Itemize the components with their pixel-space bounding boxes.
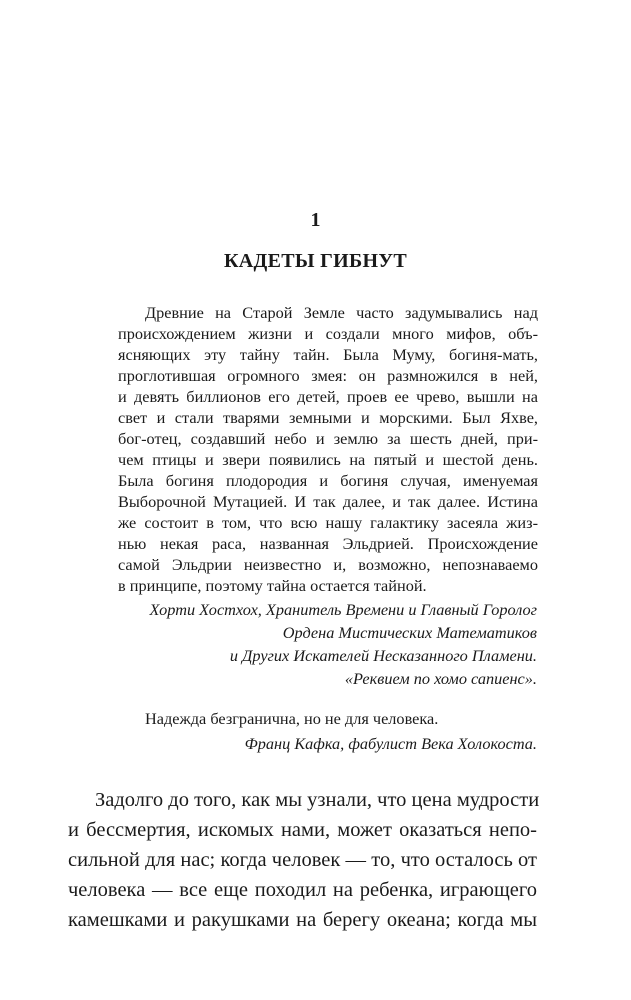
epigraph-line: нью некая раса, названная Эльдрией. Происхождение (118, 534, 538, 553)
chapter-number: 1 (310, 209, 321, 231)
epigraph-line: свет и стали тварями земными и морскими. Был Яхве, (118, 408, 538, 427)
body-line: человека — все еще походил на ребенка, играющего (68, 879, 537, 901)
epigraph-line: и девять биллионов его детей, проев ее чрево, вышли на (118, 387, 538, 406)
second-epigraph-text: Надежда безгранична, но не для человека. (145, 709, 439, 728)
epigraph-line: чем птицы и звери появились на пятый и шестой день. (118, 450, 538, 469)
attribution-line: Хорти Хостхох, Хранитель Времени и Главный Горолог (149, 600, 537, 619)
epigraph-line: Была богиня плодородия и богиня случая, именуемая (118, 471, 538, 490)
epigraph-text (118, 302, 538, 596)
epigraph-line: происхождением жизни и создали много мифов, объ- (118, 324, 538, 343)
epigraph-attribution (150, 598, 537, 690)
body-line: Задолго до того, как мы узнали, что цена мудрости (95, 789, 540, 811)
body-line: сильной для нас; когда человек — то, что осталось от (68, 849, 537, 871)
epigraph-line: в принципе, поэтому тайна остается тайной. (118, 576, 427, 595)
chapter-title: КАДЕТЫ ГИБНУТ (223, 250, 407, 272)
body-line: камешками и ракушками на берегу океана; когда мы (68, 909, 537, 931)
attribution-line: Ордена Мистических Математиков (282, 623, 537, 642)
epigraph-line: самой Эльдрии неизвестно и, возможно, непознаваемо (118, 555, 538, 574)
epigraph-line: Выборочной Мутацией. И так далее, и так далее. Истина (118, 492, 538, 511)
body-text (68, 785, 540, 935)
second-epigraph-attribution: Франц Кафка, фабулист Века Холокоста. (244, 734, 537, 753)
attribution-line: «Реквием по хомо сапиенс». (344, 669, 537, 688)
attribution-line: и Других Искателей Несказанного Пламени. (229, 646, 537, 665)
epigraph-line: Древние на Старой Земле часто задумывались над (145, 303, 538, 322)
body-line: и бессмертия, искомых нами, может оказаться непо- (68, 819, 537, 841)
epigraph-line: ясняющих эту тайну тайн. Была Муму, богиня-мать, (118, 345, 538, 364)
epigraph-line: бог-отец, создавший небо и землю за шесть дней, при- (118, 429, 538, 448)
epigraph-line: проглотившая огромного змея: он размножился в ней, (118, 366, 538, 385)
epigraph-line: же состоит в том, что всю нашу галактику засеяла жиз- (118, 513, 538, 532)
